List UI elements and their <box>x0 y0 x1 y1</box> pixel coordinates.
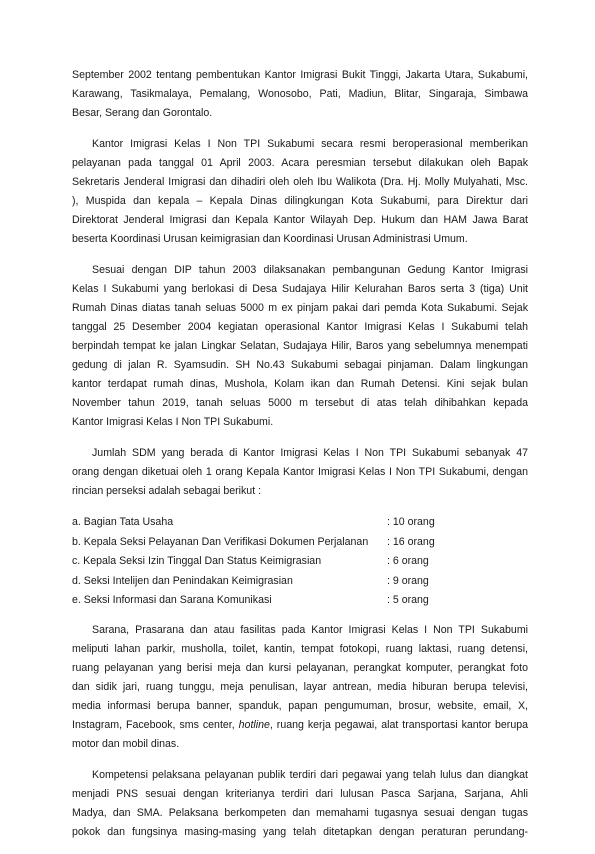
text-line: September 2002 tentang pembentukan Kantor Imigrasi Bukit Tinggi, Jakarta Utara, Sukabumi, <box>72 69 528 81</box>
text-line: Kantor Imigrasi Kelas I Non TPI Sukabumi. <box>72 416 274 428</box>
text-line: Sekretaris Jenderal Imigrasi dan dihadiri oleh oleh Ibu Walikota (Dra. Hj. Molly Mulyahati, Msc. <box>72 176 528 188</box>
text-line: berpindah tempat ke jalan Lingkar Selatan, Sudajaya Hilir, Baros yang sebelumnya menempati <box>72 340 528 352</box>
text-line: Kelas I Sukabumi yang berlokasi di Desa Sudajaya Hilir Kelurahan Baros serta 3 (tiga) Unit <box>72 283 528 295</box>
text-segment: Instagram, Facebook, sms center, <box>72 718 239 731</box>
text-line: orang dengan diketuai oleh 1 orang Kepala Kantor Imigrasi Kelas I Non TPI Sukabumi, dengan <box>72 466 528 478</box>
text-line: Karawang, Tasikmalaya, Pemalang, Wonosobo, Pati, Madiun, Blitar, Singaraja, Simbawa <box>72 88 528 100</box>
paragraph-competence <box>72 766 528 842</box>
text-line: Sarana, Prasarana dan atau fasilitas pada Kantor Imigrasi Kelas I Non TPI Sukabumi <box>92 623 528 636</box>
list-item <box>72 572 528 592</box>
text-line: media informasi berupa banner, spanduk, papan pengumuman, brosur, website, email, X, <box>72 699 528 712</box>
text-line: meliputi lahan parkir, musholla, toilet, kantin, tempat fotokopi, ruang laktasi, ruang detensi, <box>72 642 528 655</box>
staff-count: : 16 orang <box>387 535 435 548</box>
text-line: Rumah Dinas diatas tanah seluas 5000 m ex pinjam pakai dari pemda Kota Sukabumi. Sejak <box>72 302 528 314</box>
text-line: ruang pelayanan yang berisi meja dan kursi pelayanan, perangkat komputer, perangkat foto <box>72 661 528 674</box>
text-line: gedung di jalan R. Syamsudin. SH No.43 Sukabumi sebagai pinjaman. Dalam lingkungan <box>72 359 528 371</box>
text-segment: , ruang kerja pegawai, alat transportasi kantor berupa <box>269 718 528 731</box>
staff-section-label: c. Kepala Seksi Izin Tinggal Dan Status Keimigrasian <box>72 555 322 567</box>
staff-list <box>72 513 528 611</box>
text-line: beserta Koordinasi Urusan keimigrasian dan Koordinasi Urusan Administrasi Umum. <box>72 233 468 245</box>
staff-count: : 5 orang <box>387 594 429 606</box>
list-item <box>72 513 528 533</box>
text-line: Kompetensi pelaksana pelayanan publik terdiri dari pegawai yang telah lulus dan diangkat <box>92 768 528 781</box>
text-line: menjadi PNS sesuai dengan kriterianya terdiri dari lulusan Pasca Sarjana, Sarjana, Ahli <box>72 787 528 800</box>
text-line: Jumlah SDM yang berada di Kantor Imigrasi Kelas I Non TPI Sukabumi sebanyak 47 <box>92 447 528 459</box>
paragraph-facilities <box>72 621 528 754</box>
staff-section-label: b. Kepala Seksi Pelayanan Dan Verifikasi Dokumen Perjalanan <box>72 535 369 548</box>
paragraph-inauguration <box>72 135 528 249</box>
hotline-italic-text: hotline <box>238 718 270 731</box>
text-line: kantor terdapat rumah dinas, Mushola, Kolam ikan dan Rumah Detensi. Kini sejak bulan <box>72 378 528 390</box>
staff-count: : 10 orang <box>387 516 435 528</box>
staff-count: : 6 orang <box>387 555 429 567</box>
paragraph-regulation-end <box>72 66 528 123</box>
paragraph-building-history <box>72 261 528 432</box>
text-line: pelayanan pada tanggal 01 April 2003. Acara peresmian tersebut dilakukan oleh Bapak <box>72 157 528 169</box>
staff-section-label: d. Seksi Intelijen dan Penindakan Keimigrasian <box>72 574 293 587</box>
staff-count: : 9 orang <box>387 574 429 587</box>
text-line: Kantor Imigrasi Kelas I Non TPI Sukabumi secara resmi beroperasional memberikan <box>92 138 528 150</box>
paragraph-staff-intro <box>72 444 528 501</box>
text-line: motor dan mobil dinas. <box>72 737 180 750</box>
staff-section-label: e. Seksi Informasi dan Sarana Komunikasi <box>72 594 272 606</box>
text-line: pokok dan fungsinya masing-masing yang telah ditetapkan dengan peraturan perundang- <box>72 825 528 838</box>
text-line: Direktorat Jenderal Imigrasi dan Kepala Kantor Wilayah Dep. Hukum dan HAM Jawa Barat <box>72 214 528 226</box>
list-item <box>72 533 528 553</box>
text-line: ), Muspida dan kepala – Kepala Dinas dilingkungan Kota Sukabumi, para Direktur dari <box>72 195 528 207</box>
text-line: rincian perseksi adalah sebagai berikut : <box>72 485 262 497</box>
text-line: Besar, Serang dan Gorontalo. <box>72 107 213 119</box>
list-item <box>72 552 528 572</box>
text-line: tanggal 25 Desember 2004 kegiatan operasional Kantor Imigrasi Kelas I Sukabumi telah <box>72 321 528 333</box>
text-line: Sesuai dengan DIP tahun 2003 dilaksanakan pembangunan Gedung Kantor Imigrasi <box>92 264 528 276</box>
text-line-hotline <box>72 716 528 735</box>
document-page <box>72 66 528 854</box>
text-line: Madya, dan SMA. Pelaksana berkompeten dan memahami tugasnya sesuai dengan tugas <box>72 806 528 819</box>
text-line: November tahun 2019, tanah seluas 5000 m tersebut di atas telah dihibahkan kepada <box>72 397 528 409</box>
list-item <box>72 591 528 611</box>
text-line: dan sidik jari, ruang tunggu, meja penulisan, layar antrean, media hiburan berupa televisi, <box>72 680 528 693</box>
staff-section-label: a. Bagian Tata Usaha <box>72 516 174 528</box>
